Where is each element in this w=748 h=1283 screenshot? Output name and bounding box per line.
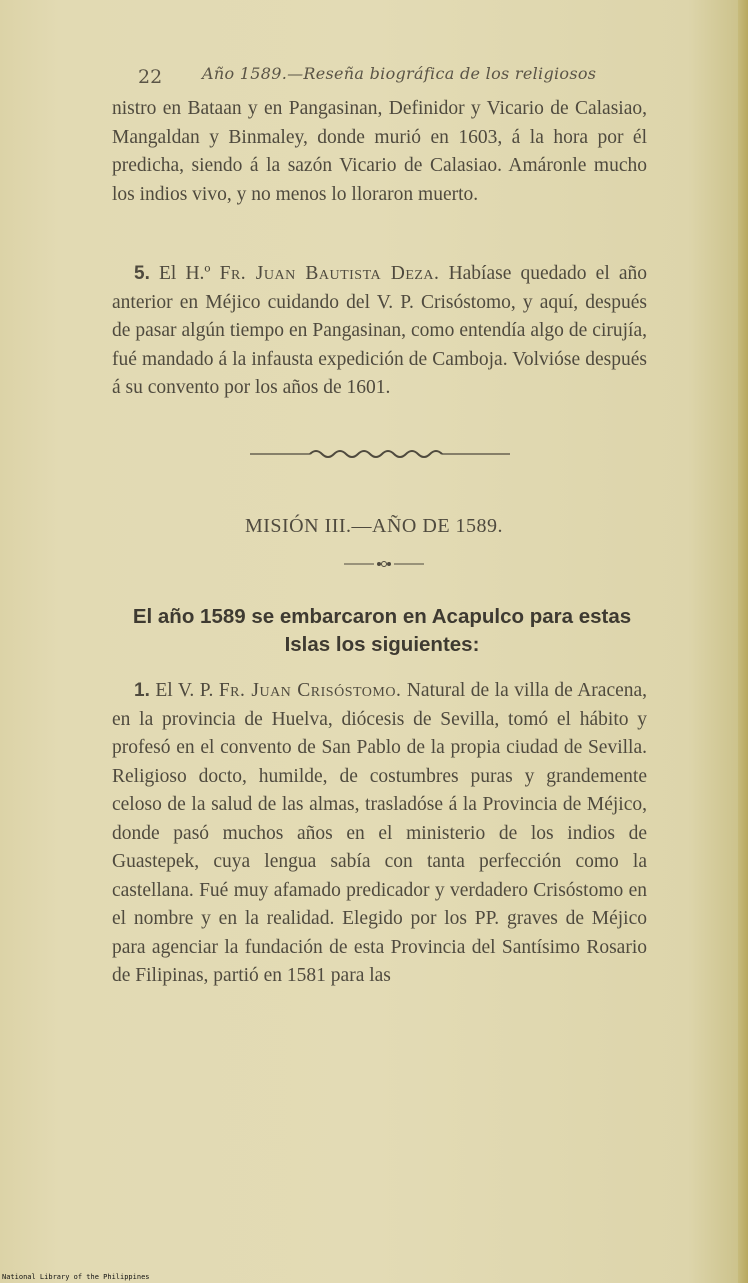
entry-text: Natural de la villa de Aracena, en la provincia de Huelva, diócesis de Sevilla, tomó el hábito y profesó en el convento de San Pablo de la propia ciudad de Sevilla. Religioso docto, humilde, de costumbres puras y grandemente celoso de la salud de las almas, trasladóse á la Provincia de Méjico, donde pasó muchos años en el ministerio de los indios de Guastepek, cuya lengua sabía con tanta perfección como la castellana. Fué muy afamado predicador y verdadero Crisóstomo en el nombre y en la realidad. Elegido por los PP. graves de Méjico para agenciar la fundación de esta Provincia del Santísimo Rosario de Filipinas, partió en 1581 para las: [112, 680, 648, 986]
entry-number: 1.: [134, 680, 150, 701]
small-divider-ornament: [344, 558, 424, 570]
section-title: MISIÓN III.—AÑO DE 1589.: [244, 515, 504, 537]
page-edge: [738, 0, 748, 1283]
entry-text: Habíase quedado el año anterior en Méjico cuidando del V. P. Crisóstomo, y aquí, después de pasar algún tiempo en Pangasinan, como entendía algo de cirujía, fué mandado á la infausta expedición de Camboja. Volvióse después á su convento por los años de 1601.: [112, 263, 648, 398]
running-title: Año 1589.—Reseña biográfica de los religiosos: [202, 64, 597, 83]
entry-name-prefix: El V. P.: [155, 680, 214, 701]
page-number: 22: [138, 66, 163, 88]
entry-5: [112, 260, 647, 403]
entry-number: 5.: [134, 263, 150, 284]
entry-name-prefix: El H.º: [159, 263, 211, 284]
entry-1: [112, 677, 647, 991]
entry-name: Fr. Juan Bautista Deza.: [219, 263, 440, 284]
entry-name: Fr. Juan Crisóstomo.: [218, 680, 402, 701]
page-header: [138, 60, 658, 88]
paragraph-continued: [112, 95, 647, 209]
divider-ornament: [250, 446, 510, 462]
footer-credit: National Library of the Philippines: [2, 1273, 150, 1281]
paragraph-text: nistro en Bataan y en Pangasinan, Definidor y Vicario de Calasiao, Mangaldan y Binmaley, donde murió en 1603, á la hora por él predicha, siendo á la sazón Vicario de Calasiao. Amáronle mucho los indios vivo, y no menos lo lloraron muerto.: [112, 98, 647, 205]
section-subtitle: El año 1589 se embarcaron en Acapulco para estas Islas los siguientes:: [132, 605, 632, 656]
